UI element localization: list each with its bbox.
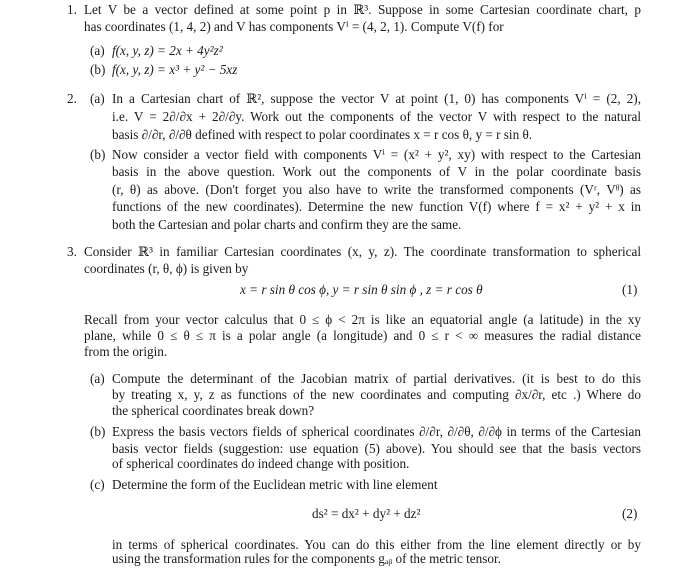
q2b-text-line: Now consider a vector field with components Vⁱ = (x² + y², xy) with respect to the Cartesian <box>112 147 641 162</box>
q2b-text-line: functions of the new coordinates). Determine the new function V(f) where f = x² + y² + x in <box>112 199 641 214</box>
q3a-label: (a) <box>90 371 105 386</box>
q1b-function: f(x, y, z) = x³ + y² − 5xz <box>112 62 238 77</box>
q3c-text-line: in terms of spherical coordinates. You can do this either from the line element directly or by <box>112 537 641 552</box>
equation-1-number: (1) <box>622 282 638 297</box>
q3b-text-line: Express the basis vectors fields of spherical coordinates ∂/∂r, ∂/∂θ, ∂/∂ϕ in terms of the Cartesian <box>112 424 641 439</box>
q3b-label: (b) <box>90 424 106 439</box>
q2b-text-line: basis in the above question. Work out the components of V in the polar coordinate basis <box>112 164 641 179</box>
q3a-text-line: Compute the determinant of the Jacobian matrix of partial derivatives. (it is best to do this <box>112 371 641 386</box>
q2b-text-line: (r, θ) as above. (Don't forget you also have to write the transformed components (Vʳ, Vᶿ) as <box>112 182 641 197</box>
q1a-label: (a) <box>90 43 105 58</box>
question-2-number: 2. <box>67 91 77 106</box>
question-3-number: 3. <box>67 244 77 259</box>
question-1-text-line: Let V be a vector defined at some point p in ℝ³. Suppose in some Cartesian coordinate chart, p <box>84 2 641 17</box>
q3c-text-line: using the transformation rules for the components gₐᵦ of the metric tensor. <box>112 551 501 566</box>
q3c-label: (c) <box>90 477 105 492</box>
question-3-text-line: Consider ℝ³ in familiar Cartesian coordinates (x, y, z). The coordinate transformation to spherical <box>84 244 641 259</box>
q1b-label: (b) <box>90 62 106 77</box>
q3b-text-line: of spherical coordinates do indeed change with position. <box>112 456 410 471</box>
question-3-text-line: coordinates (r, θ, ϕ) is given by <box>84 261 249 276</box>
q3b-text-line: basis vector fields (suggestion: use equation (5) above). You should see that the basis vectors <box>112 441 641 456</box>
recall-text-line: plane, while 0 ≤ θ ≤ π is a polar angle (a longitude) and 0 ≤ r < ∞ measures the radial distance <box>84 328 641 343</box>
q1a-function: f(x, y, z) = 2x + 4y²z² <box>112 43 223 58</box>
q2a-text-line: In a Cartesian chart of ℝ², suppose the vector V at point (1, 0) has components Vⁱ = (2, 2), <box>112 91 641 106</box>
recall-text-line: from the origin. <box>84 344 168 359</box>
q3a-text-line: the spherical coordinates break down? <box>112 403 315 418</box>
equation-2: ds² = dx² + dy² + dz² <box>312 506 421 521</box>
recall-text-line: Recall from your vector calculus that 0 ≤ ϕ < 2π is like an equatorial angle (a latitude) in the xy <box>84 312 641 327</box>
q2a-text-line: i.e. V = 2∂/∂x + 2∂/∂y. Work out the components of the vector V with respect to the natural <box>112 109 641 124</box>
equation-1: x = r sin θ cos ϕ, y = r sin θ sin ϕ , z = r cos θ <box>240 282 483 297</box>
q2b-text-line: both the Cartesian and polar charts and confirm they are the same. <box>112 217 462 232</box>
equation-2-number: (2) <box>622 506 638 521</box>
question-1-number: 1. <box>67 2 77 17</box>
q2a-text-line: basis ∂/∂r, ∂/∂θ defined with respect to polar coordinates x = r cos θ, y = r sin θ. <box>112 127 533 142</box>
q3c-text-line: Determine the form of the Euclidean metric with line element <box>112 477 438 492</box>
q2b-label: (b) <box>90 147 106 162</box>
q2a-label: (a) <box>90 91 105 106</box>
question-1-text-line: has coordinates (1, 4, 2) and V has components Vⁱ = (4, 2, 1). Compute V(f) for <box>84 19 504 34</box>
q3a-text-line: by treating x, y, z as functions of the new coordinates and computing ∂x/∂r, etc .) Where do <box>112 387 641 402</box>
